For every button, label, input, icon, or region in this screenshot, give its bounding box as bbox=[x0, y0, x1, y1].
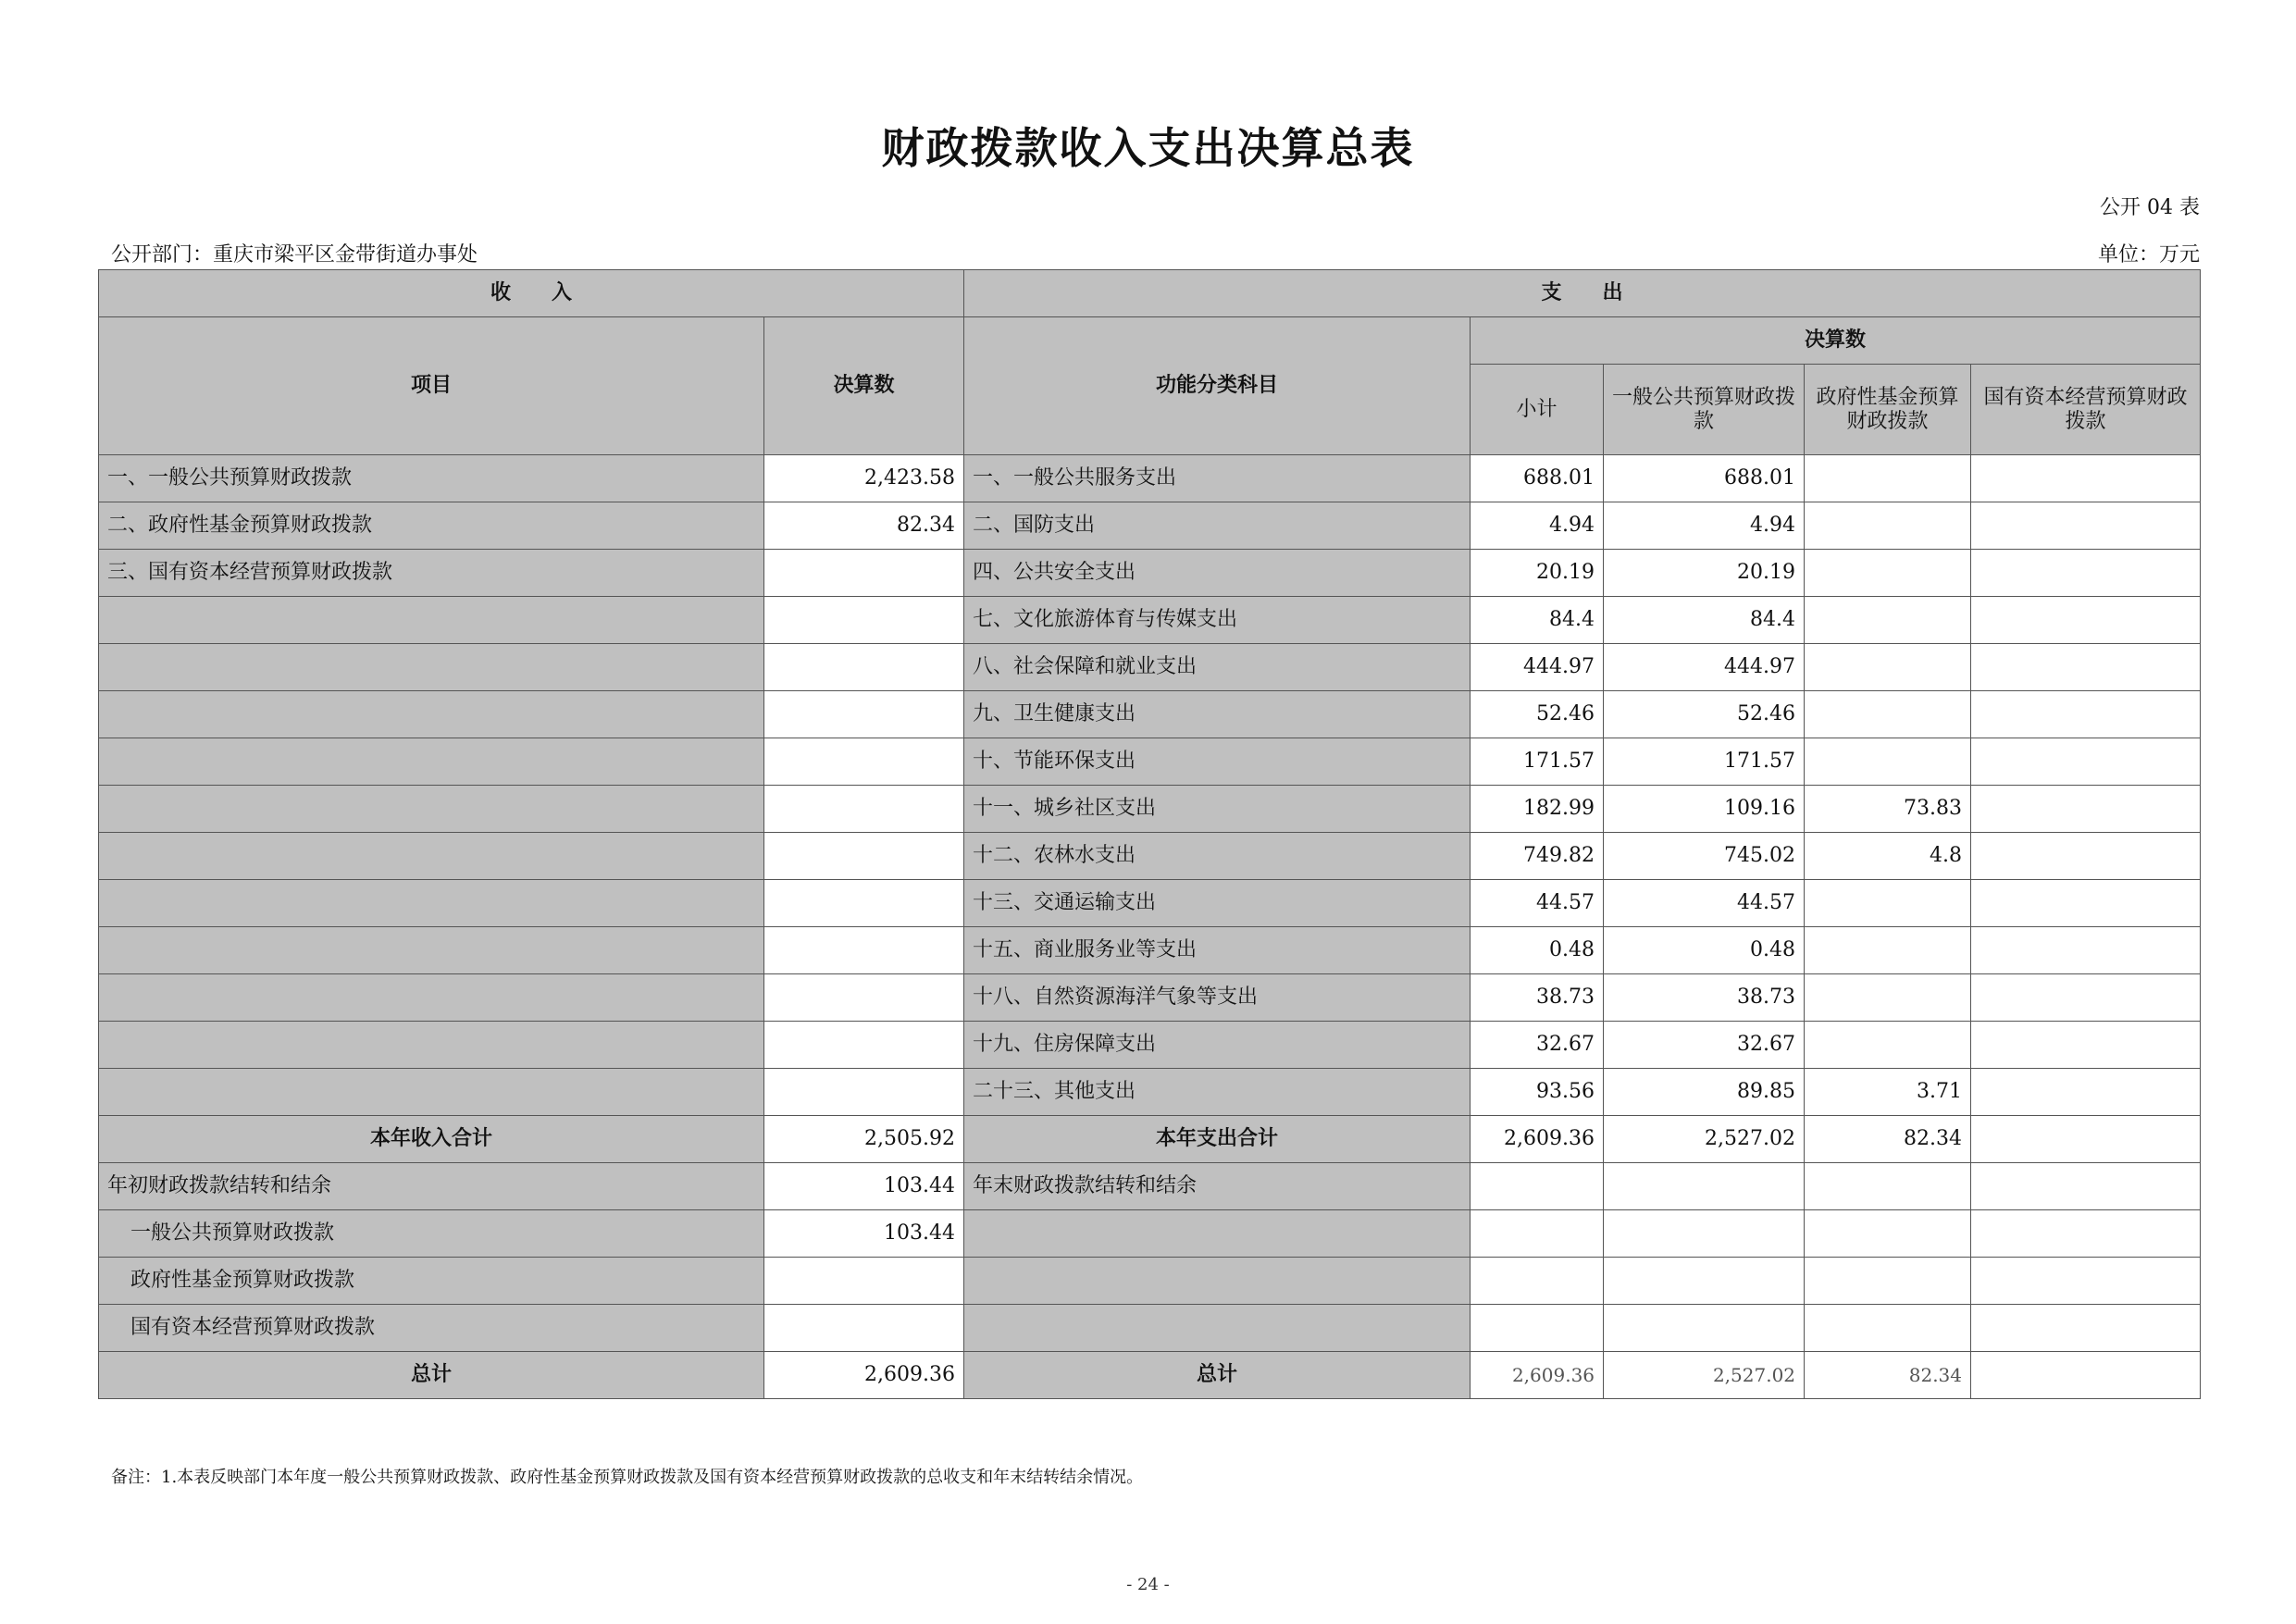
expense-grand-gov-fund: 82.34 bbox=[1805, 1352, 1971, 1399]
carry-expense-general bbox=[1604, 1305, 1805, 1352]
expense-general: 84.4 bbox=[1604, 597, 1805, 644]
expense-subtotal: 84.4 bbox=[1471, 597, 1604, 644]
expense-subtotal: 182.99 bbox=[1471, 786, 1604, 833]
subtotal-header: 小计 bbox=[1471, 365, 1604, 455]
income-item bbox=[99, 597, 764, 644]
table-row bbox=[99, 597, 2201, 644]
expense-state-capital bbox=[1971, 502, 2201, 550]
carry-expense-subtotal bbox=[1471, 1163, 1604, 1210]
expense-grand-state-capital bbox=[1971, 1352, 2201, 1399]
carry-expense-state-capital bbox=[1971, 1258, 2201, 1305]
expense-item: 九、卫生健康支出 bbox=[964, 691, 1471, 738]
expense-subtotal: 20.19 bbox=[1471, 550, 1604, 597]
table-row bbox=[99, 974, 2201, 1022]
income-amount bbox=[764, 1069, 964, 1116]
expense-item: 四、公共安全支出 bbox=[964, 550, 1471, 597]
income-amount bbox=[764, 597, 964, 644]
expense-subtotal: 32.67 bbox=[1471, 1022, 1604, 1069]
table-row bbox=[99, 1022, 2201, 1069]
page-number: - 24 - bbox=[1126, 1575, 1170, 1594]
income-amount bbox=[764, 927, 964, 974]
income-item bbox=[99, 880, 764, 927]
carry-income-item: 一般公共预算财政拨款 bbox=[99, 1210, 764, 1258]
income-amount bbox=[764, 644, 964, 691]
expense-subtotal: 38.73 bbox=[1471, 974, 1604, 1022]
carry-income-item: 国有资本经营预算财政拨款 bbox=[99, 1305, 764, 1352]
expense-subtotal: 93.56 bbox=[1471, 1069, 1604, 1116]
income-item: 一、一般公共预算财政拨款 bbox=[99, 455, 764, 502]
income-amount bbox=[764, 550, 964, 597]
expense-subtotal: 688.01 bbox=[1471, 455, 1604, 502]
income-amount bbox=[764, 974, 964, 1022]
state-capital-header: 国有资本经营预算财政拨款 bbox=[1971, 365, 2201, 455]
carry-expense-gov-fund bbox=[1805, 1258, 1971, 1305]
table-row bbox=[99, 550, 2201, 597]
table-row bbox=[99, 927, 2201, 974]
expense-subtotal: 52.46 bbox=[1471, 691, 1604, 738]
income-item bbox=[99, 1069, 764, 1116]
income-item bbox=[99, 644, 764, 691]
carry-expense-state-capital bbox=[1971, 1210, 2201, 1258]
carry-over-row bbox=[99, 1258, 2201, 1305]
expense-item: 十、节能环保支出 bbox=[964, 738, 1471, 786]
expense-header: 支 出 bbox=[964, 270, 2201, 317]
income-header: 收 入 bbox=[99, 270, 964, 317]
table-row bbox=[99, 1069, 2201, 1116]
expense-gov-fund: 4.8 bbox=[1805, 833, 1971, 880]
expense-general: 20.19 bbox=[1604, 550, 1805, 597]
expense-gov-fund bbox=[1805, 644, 1971, 691]
expense-item: 八、社会保障和就业支出 bbox=[964, 644, 1471, 691]
expense-state-capital bbox=[1971, 1022, 2201, 1069]
expense-state-capital bbox=[1971, 833, 2201, 880]
income-item bbox=[99, 974, 764, 1022]
expense-item: 十九、住房保障支出 bbox=[964, 1022, 1471, 1069]
expense-item: 十三、交通运输支出 bbox=[964, 880, 1471, 927]
item-header: 项目 bbox=[99, 317, 764, 455]
carry-expense-item bbox=[964, 1258, 1471, 1305]
income-amount bbox=[764, 738, 964, 786]
carry-expense-gov-fund bbox=[1805, 1163, 1971, 1210]
table-row bbox=[99, 691, 2201, 738]
expense-general: 688.01 bbox=[1604, 455, 1805, 502]
carry-income-amount: 103.44 bbox=[764, 1210, 964, 1258]
amount-header: 决算数 bbox=[764, 317, 964, 455]
expense-year-state-capital bbox=[1971, 1116, 2201, 1163]
table-row bbox=[99, 833, 2201, 880]
expense-gov-fund bbox=[1805, 550, 1971, 597]
income-item bbox=[99, 786, 764, 833]
carry-expense-state-capital bbox=[1971, 1305, 2201, 1352]
expense-gov-fund bbox=[1805, 1022, 1971, 1069]
expense-state-capital bbox=[1971, 974, 2201, 1022]
carry-expense-subtotal bbox=[1471, 1305, 1604, 1352]
expense-gov-fund: 73.83 bbox=[1805, 786, 1971, 833]
carry-expense-subtotal bbox=[1471, 1210, 1604, 1258]
expense-general: 52.46 bbox=[1604, 691, 1805, 738]
expense-subtotal: 749.82 bbox=[1471, 833, 1604, 880]
expense-state-capital bbox=[1971, 1069, 2201, 1116]
function-category-header: 功能分类科目 bbox=[964, 317, 1471, 455]
income-item bbox=[99, 1022, 764, 1069]
expense-item: 十二、农林水支出 bbox=[964, 833, 1471, 880]
expense-item: 十五、商业服务业等支出 bbox=[964, 927, 1471, 974]
expense-gov-fund bbox=[1805, 691, 1971, 738]
expense-item: 二、国防支出 bbox=[964, 502, 1471, 550]
income-item bbox=[99, 927, 764, 974]
expense-year-subtotal: 2,609.36 bbox=[1471, 1116, 1604, 1163]
carry-income-amount bbox=[764, 1258, 964, 1305]
income-year-total: 2,505.92 bbox=[764, 1116, 964, 1163]
fiscal-summary-table bbox=[98, 269, 2201, 1399]
income-item bbox=[99, 691, 764, 738]
expense-general: 4.94 bbox=[1604, 502, 1805, 550]
expense-general: 745.02 bbox=[1604, 833, 1805, 880]
carry-expense-item bbox=[964, 1305, 1471, 1352]
page-title: 财政拨款收入支出决算总表 bbox=[881, 123, 1415, 173]
expense-state-capital bbox=[1971, 880, 2201, 927]
income-amount bbox=[764, 1022, 964, 1069]
expense-state-capital bbox=[1971, 455, 2201, 502]
carry-income-item: 年初财政拨款结转和结余 bbox=[99, 1163, 764, 1210]
expense-item: 十八、自然资源海洋气象等支出 bbox=[964, 974, 1471, 1022]
expense-state-capital bbox=[1971, 597, 2201, 644]
expense-gov-fund bbox=[1805, 974, 1971, 1022]
income-item: 三、国有资本经营预算财政拨款 bbox=[99, 550, 764, 597]
income-amount bbox=[764, 691, 964, 738]
expense-state-capital bbox=[1971, 738, 2201, 786]
expense-grand-subtotal: 2,609.36 bbox=[1471, 1352, 1604, 1399]
carry-expense-item bbox=[964, 1210, 1471, 1258]
carry-income-amount bbox=[764, 1305, 964, 1352]
expense-year-general: 2,527.02 bbox=[1604, 1116, 1805, 1163]
expense-general: 38.73 bbox=[1604, 974, 1805, 1022]
expense-state-capital bbox=[1971, 550, 2201, 597]
expense-gov-fund bbox=[1805, 927, 1971, 974]
expense-general: 171.57 bbox=[1604, 738, 1805, 786]
expense-subtotal: 0.48 bbox=[1471, 927, 1604, 974]
table-row bbox=[99, 644, 2201, 691]
expense-gov-fund bbox=[1805, 502, 1971, 550]
income-grand-total: 2,609.36 bbox=[764, 1352, 964, 1399]
income-amount: 2,423.58 bbox=[764, 455, 964, 502]
carry-expense-general bbox=[1604, 1163, 1805, 1210]
carry-over-row bbox=[99, 1305, 2201, 1352]
carry-expense-gov-fund bbox=[1805, 1210, 1971, 1258]
expense-state-capital bbox=[1971, 786, 2201, 833]
expense-gov-fund bbox=[1805, 455, 1971, 502]
carry-expense-gov-fund bbox=[1805, 1305, 1971, 1352]
expense-item: 二十三、其他支出 bbox=[964, 1069, 1471, 1116]
income-item bbox=[99, 738, 764, 786]
expense-item: 十一、城乡社区支出 bbox=[964, 786, 1471, 833]
expense-state-capital bbox=[1971, 927, 2201, 974]
income-item bbox=[99, 833, 764, 880]
carry-expense-general bbox=[1604, 1258, 1805, 1305]
carry-over-row bbox=[99, 1163, 2201, 1210]
expense-general: 0.48 bbox=[1604, 927, 1805, 974]
expense-year-total-label: 本年支出合计 bbox=[964, 1116, 1471, 1163]
income-item: 二、政府性基金预算财政拨款 bbox=[99, 502, 764, 550]
expense-subtotal: 444.97 bbox=[1471, 644, 1604, 691]
income-amount bbox=[764, 786, 964, 833]
expense-gov-fund: 3.71 bbox=[1805, 1069, 1971, 1116]
expense-state-capital bbox=[1971, 691, 2201, 738]
expense-subtotal: 171.57 bbox=[1471, 738, 1604, 786]
expense-general: 44.57 bbox=[1604, 880, 1805, 927]
expense-year-gov-fund: 82.34 bbox=[1805, 1116, 1971, 1163]
income-amount bbox=[764, 833, 964, 880]
expense-general: 444.97 bbox=[1604, 644, 1805, 691]
year-total-row bbox=[99, 1116, 2201, 1163]
unit-label: 单位：万元 bbox=[2097, 243, 2200, 267]
expense-subtotal: 44.57 bbox=[1471, 880, 1604, 927]
table-row bbox=[99, 786, 2201, 833]
form-number: 公开 04 表 bbox=[2100, 196, 2200, 219]
table-row bbox=[99, 455, 2201, 502]
footnote: 备注：1.本表反映部门本年度一般公共预算财政拨款、政府性基金预算财政拨款及国有资本经营预算财政拨款的总收支和年末结转结余情况。 bbox=[111, 1468, 1144, 1487]
expense-general: 89.85 bbox=[1604, 1069, 1805, 1116]
table-row bbox=[99, 738, 2201, 786]
expense-state-capital bbox=[1971, 644, 2201, 691]
expense-gov-fund bbox=[1805, 597, 1971, 644]
carry-income-amount: 103.44 bbox=[764, 1163, 964, 1210]
expense-grand-total-label: 总计 bbox=[964, 1352, 1471, 1399]
income-year-total-label: 本年收入合计 bbox=[99, 1116, 764, 1163]
carry-expense-general bbox=[1604, 1210, 1805, 1258]
expense-gov-fund bbox=[1805, 880, 1971, 927]
department-label: 公开部门：重庆市梁平区金带街道办事处 bbox=[111, 243, 478, 267]
income-amount bbox=[764, 880, 964, 927]
amount-group-header: 决算数 bbox=[1471, 317, 2201, 365]
table-row bbox=[99, 502, 2201, 550]
carry-expense-item: 年末财政拨款结转和结余 bbox=[964, 1163, 1471, 1210]
expense-general: 32.67 bbox=[1604, 1022, 1805, 1069]
income-grand-total-label: 总计 bbox=[99, 1352, 764, 1399]
expense-item: 一、一般公共服务支出 bbox=[964, 455, 1471, 502]
carry-over-row bbox=[99, 1210, 2201, 1258]
expense-subtotal: 4.94 bbox=[1471, 502, 1604, 550]
general-budget-header: 一般公共预算财政拨款 bbox=[1604, 365, 1805, 455]
carry-expense-subtotal bbox=[1471, 1258, 1604, 1305]
carry-income-item: 政府性基金预算财政拨款 bbox=[99, 1258, 764, 1305]
carry-expense-state-capital bbox=[1971, 1163, 2201, 1210]
income-amount: 82.34 bbox=[764, 502, 964, 550]
grand-total-row bbox=[99, 1352, 2201, 1399]
expense-grand-general: 2,527.02 bbox=[1604, 1352, 1805, 1399]
gov-fund-header: 政府性基金预算财政拨款 bbox=[1805, 365, 1971, 455]
table-row bbox=[99, 880, 2201, 927]
expense-gov-fund bbox=[1805, 738, 1971, 786]
expense-item: 七、文化旅游体育与传媒支出 bbox=[964, 597, 1471, 644]
expense-general: 109.16 bbox=[1604, 786, 1805, 833]
